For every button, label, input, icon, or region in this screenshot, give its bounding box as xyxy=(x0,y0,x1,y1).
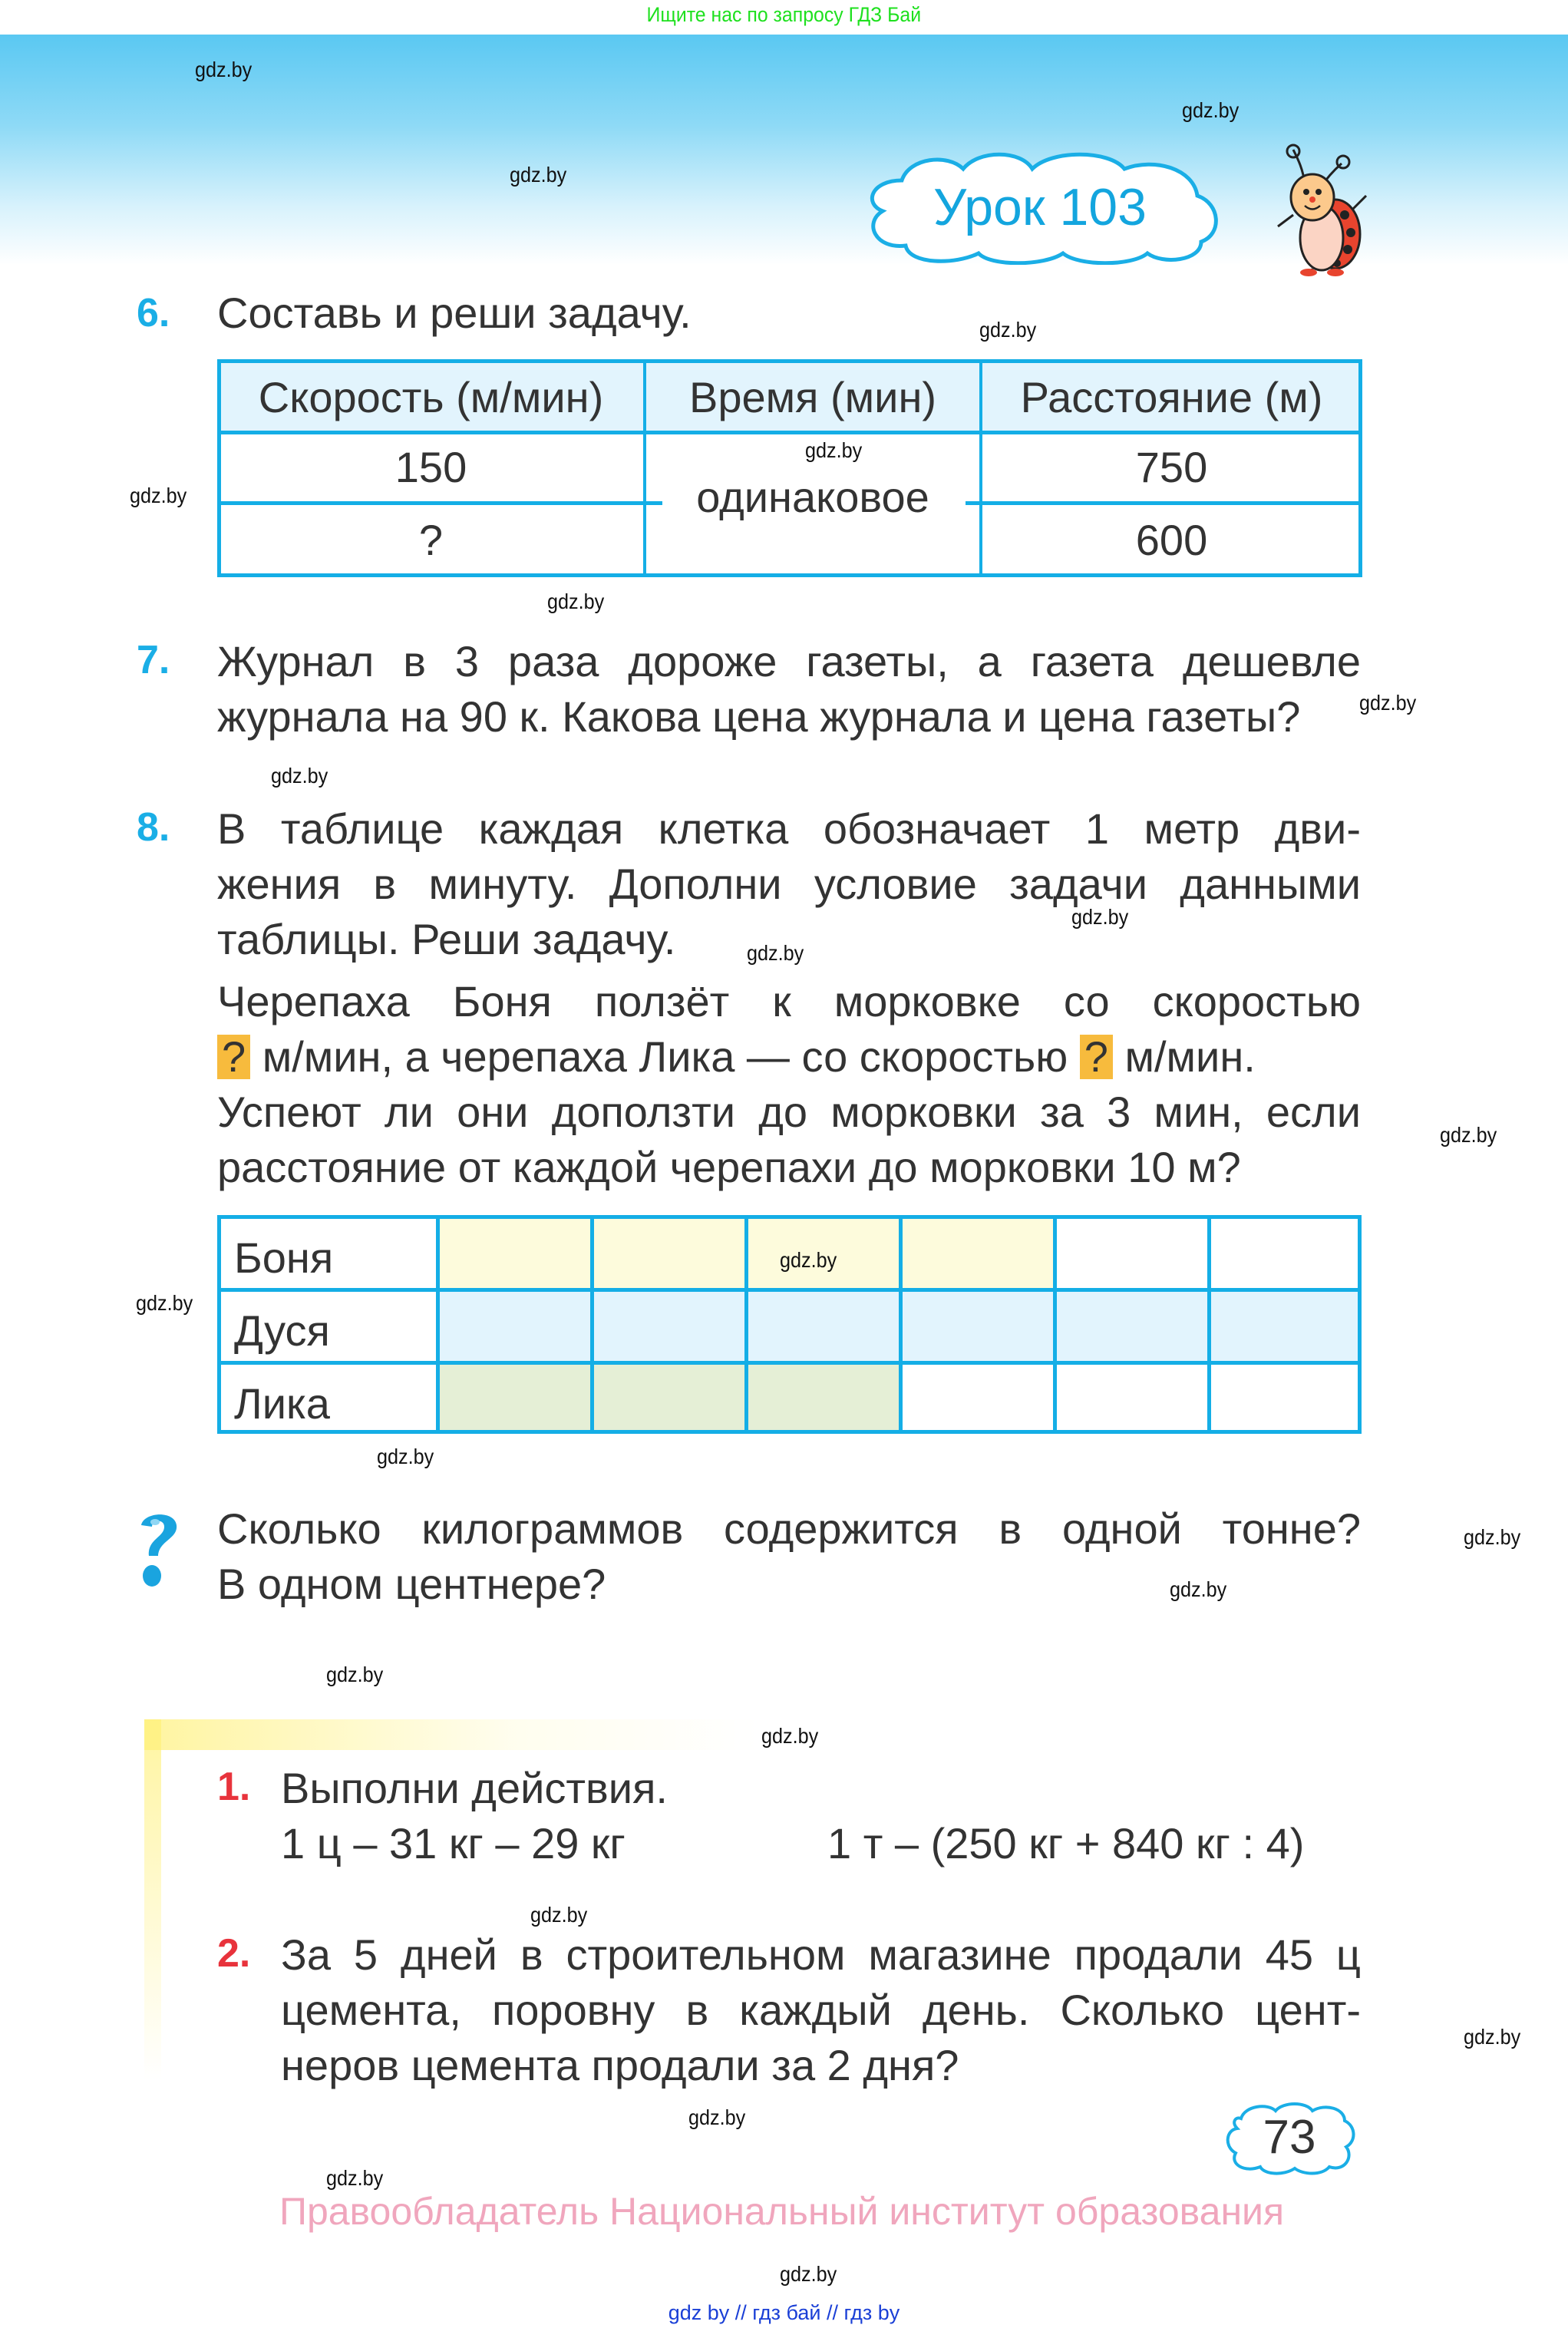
watermark-text: gdz.by xyxy=(1440,1123,1497,1147)
table-header-distance: Расстояние (м) xyxy=(981,359,1362,432)
table-border xyxy=(1358,359,1362,577)
grid-border xyxy=(899,1215,903,1434)
grid-border xyxy=(217,1215,221,1434)
turtle-name-2: Лика xyxy=(234,1379,330,1428)
homework-frame-left xyxy=(137,1712,146,2080)
footer-links[interactable]: gdz by // гдз бай // гдз by xyxy=(668,2301,900,2324)
watermark-text: gdz.by xyxy=(195,58,253,81)
turtle-name-1: Дуся xyxy=(234,1306,330,1355)
task-7-line-1: Журнал в 3 раза дороже газеты, а газета дешевле xyxy=(217,637,1361,685)
table-border xyxy=(643,359,646,577)
grid-cell xyxy=(590,1215,744,1288)
question-line-1: Сколько килограммов содержится в одной тонне? xyxy=(217,1504,1361,1553)
search-banner xyxy=(0,0,1568,35)
lesson-title: Урок 103 xyxy=(933,178,1147,236)
copyright-text: Правообладатель Национальный институт образования xyxy=(279,2190,1285,2233)
table-header-time: Время (мин) xyxy=(645,359,981,432)
grid-cell xyxy=(436,1288,590,1361)
watermark-text: gdz.by xyxy=(761,1724,819,1748)
grid-border xyxy=(217,1430,1362,1434)
homework-frame-glow xyxy=(144,1719,161,2080)
ladybug-icon xyxy=(1274,142,1374,276)
task-6-number: 6. xyxy=(137,291,170,335)
grid-border xyxy=(1207,1215,1211,1434)
grid-cell xyxy=(744,1361,899,1434)
grid-border xyxy=(1358,1215,1362,1434)
grid-border xyxy=(744,1215,748,1434)
watermark-text: gdz.by xyxy=(780,2262,837,2286)
grid-border xyxy=(217,1215,1362,1219)
homework-1-expr-2: 1 т – (250 кг + 840 кг : 4) xyxy=(827,1819,1305,1867)
grid-cell xyxy=(899,1288,1053,1361)
task-7-line-2: журнала на 90 к. Какова цена журнала и цена газеты? xyxy=(217,692,1301,741)
homework-2-line-3: неров цемента продали за 2 дня? xyxy=(281,2041,959,2089)
grid-border xyxy=(217,1288,1362,1292)
grid-cell xyxy=(436,1361,590,1434)
grid-cell xyxy=(899,1215,1053,1288)
watermark-text: gdz.by xyxy=(136,1291,193,1315)
story-line-2-text: м/мин, а черепаха Лика — со скоростью xyxy=(250,1032,1080,1081)
homework-frame-top xyxy=(137,1712,743,1721)
watermark-text: gdz.by xyxy=(326,2166,384,2190)
watermark-text: gdz.by xyxy=(326,1663,384,1686)
story-line-2 xyxy=(217,1029,1361,1085)
table-border xyxy=(217,359,221,577)
watermark-text: gdz.by xyxy=(530,1903,588,1927)
grid-cell xyxy=(899,1361,1053,1434)
task-8-line-3: таблицы. Реши задачу. xyxy=(217,915,676,963)
watermark-text: gdz.by xyxy=(747,941,804,965)
task-8-line-1: В таблице каждая клетка обозначает 1 метр дви- xyxy=(217,804,1361,853)
homework-1-text: Выполни действия. xyxy=(281,1764,668,1812)
watermark-text: gdz.by xyxy=(979,318,1037,342)
page-number-cloud xyxy=(1222,2099,1357,2176)
homework-2-number: 2. xyxy=(217,1931,251,1976)
watermark-text: gdz.by xyxy=(1182,98,1240,122)
grid-border xyxy=(436,1215,440,1434)
story-line-4: расстояние от каждой черепахи до морковки 10 м? xyxy=(217,1143,1241,1191)
table-border xyxy=(217,501,662,505)
grid-cell xyxy=(1207,1361,1362,1434)
table-border xyxy=(217,359,1362,363)
watermark-text: gdz.by xyxy=(377,1445,434,1468)
grid-cell xyxy=(590,1288,744,1361)
table-cell-distance-2: 600 xyxy=(1135,516,1208,564)
story-line-2-end: м/мин. xyxy=(1112,1032,1256,1081)
watermark-text: gdz.by xyxy=(805,438,863,462)
watermark-text: gdz.by xyxy=(1170,1577,1227,1601)
homework-2-line-2: цемента, поровну в каждый день. Сколько цент- xyxy=(281,1986,1361,2034)
table-cell-time-merged: одинаковое xyxy=(696,473,929,521)
homework-1-number: 1. xyxy=(217,1765,251,1809)
watermark-text: gdz.by xyxy=(688,2105,746,2129)
watermark-text: gdz.by xyxy=(1071,905,1129,929)
grid-border xyxy=(1053,1215,1057,1434)
grid-cell xyxy=(1207,1215,1362,1288)
task-7-number: 7. xyxy=(137,638,170,682)
grid-cell xyxy=(744,1288,899,1361)
table-cell-speed-1: 150 xyxy=(394,443,467,491)
task-6-text: Составь и реши задачу. xyxy=(217,289,692,337)
blank-speed-bonya[interactable]: ? xyxy=(217,1035,250,1079)
grid-cell xyxy=(436,1215,590,1288)
table-cell-speed-2: ? xyxy=(418,516,444,564)
turtle-name-0: Боня xyxy=(234,1233,334,1282)
watermark-text: gdz.by xyxy=(547,589,605,613)
watermark-text: gdz.by xyxy=(780,1248,837,1272)
homework-1-expr-1: 1 ц – 31 кг – 29 кг xyxy=(281,1819,626,1867)
search-banner-text: Ищите нас по запросу ГДЗ Бай xyxy=(646,3,922,26)
page-number: 73 xyxy=(1263,2111,1316,2164)
grid-cell xyxy=(1053,1361,1207,1434)
table-border xyxy=(217,431,1362,434)
watermark-text: gdz.by xyxy=(130,484,187,507)
grid-cell xyxy=(1053,1215,1207,1288)
question-mark-icon xyxy=(132,1508,186,1593)
grid-border xyxy=(217,1361,1362,1365)
grid-border xyxy=(590,1215,594,1434)
watermark-text: gdz.by xyxy=(1359,691,1417,715)
blank-speed-lika[interactable]: ? xyxy=(1080,1035,1113,1079)
task-8-number: 8. xyxy=(137,805,170,850)
watermark-text: gdz.by xyxy=(271,764,328,788)
table-border xyxy=(979,359,982,577)
homework-2-line-1: За 5 дней в строительном магазине продали 45 ц xyxy=(281,1930,1361,1979)
table-border xyxy=(217,573,1362,577)
question-line-2: В одном центнере? xyxy=(217,1560,606,1608)
grid-cell xyxy=(590,1361,744,1434)
grid-cell xyxy=(1053,1288,1207,1361)
watermark-text: gdz.by xyxy=(510,163,567,187)
story-line-1: Черепаха Боня ползёт к морковке со скоростью xyxy=(217,977,1361,1025)
table-header-speed: Скорость (м/мин) xyxy=(217,359,645,432)
watermark-text: gdz.by xyxy=(1464,2025,1521,2049)
watermark-text: gdz.by xyxy=(1464,1525,1521,1549)
story-line-3: Успеют ли они доползти до морковки за 3 мин, если xyxy=(217,1088,1361,1136)
task-8-line-2: жения в минуту. Дополни условие задачи данными xyxy=(217,860,1361,908)
table-cell-distance-1: 750 xyxy=(1135,443,1208,491)
lesson-cloud xyxy=(856,150,1224,265)
grid-cell xyxy=(1207,1288,1362,1361)
table-border xyxy=(966,501,1362,505)
speed-time-distance-table xyxy=(217,359,1362,577)
homework-frame-glow xyxy=(144,1719,758,1750)
